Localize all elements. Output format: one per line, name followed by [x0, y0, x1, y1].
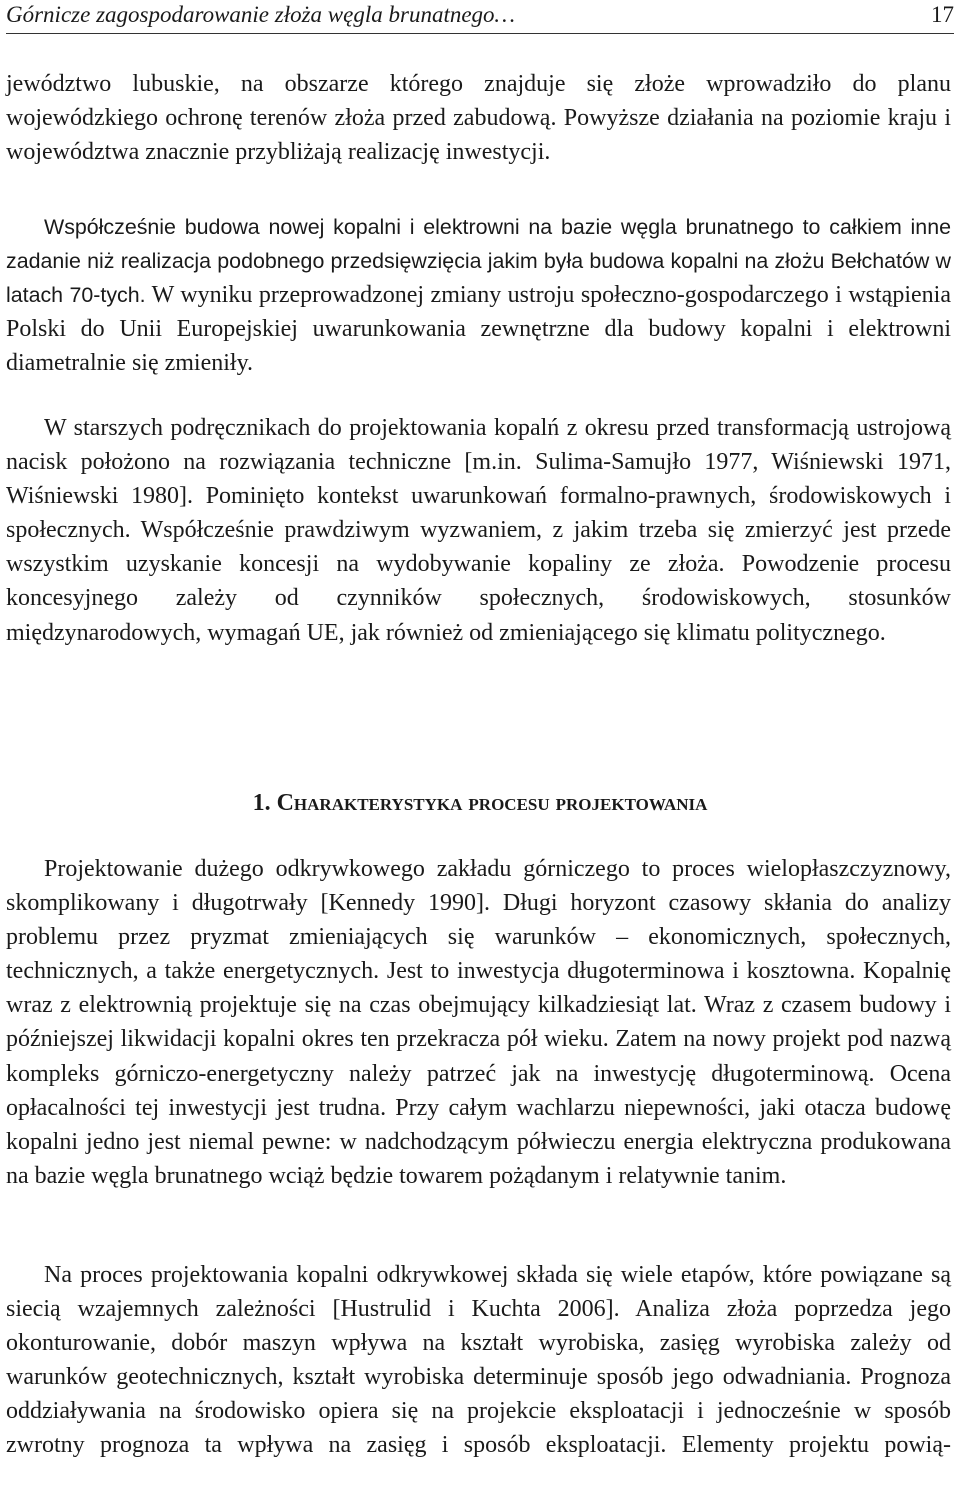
section-heading [0, 786, 960, 820]
page-number: 17 [931, 2, 954, 27]
running-header-title: Górnicze zagospodarowanie złoża węgla brunatnego… [6, 2, 515, 27]
paragraph-design-overview [6, 852, 951, 1193]
paragraph-text: Projektowanie dużego odkrywkowego zakładu górniczego to proces wielopłaszczyznowy, skomplikowany i długotrwały [Kennedy 1990]. Długi horyzont czasowy skłania do analizy problemu przez pryzmat zmieniających się warunków – ekonomicznych, społecznych, technicznych, a także energetycznych. Jest to inwestycja długoterminowa i kosztowna. Kopalnię wraz z elektrownią projektuje się na czas obejmujący kilkadziesiąt lat. Wraz z czasem budowy i późniejszej likwidacji kopalni okres ten przekracza pół wieku. Zatem na nowy projekt pod nazwą kompleks górniczo-energetyczny należy patrzeć jak na inwestycję długoterminową. Ocena opłacalności tej inwestycji jest trudna. Przy całym wachlarzu niepewności, jaki otacza budowę kopalni jedno jest niemal pewne: w nadchodzącym półwieczu energia elektryczna produkowana na bazie węgla brunatnego wciąż będzie towarem pożądanym i relatywnie tanim. [6, 856, 951, 1189]
paragraph-textbooks [6, 411, 951, 650]
paragraph-text: W starszych podręcznikach do projektowania kopalń z okresu przed transformacją ustrojową nacisk położono na rozwiązania techniczne [m.in. Sulima-Samujło 1977, Wiśniewski 1971, Wiśniewski 1980]. Pominięto kontekst uwarunkowań formalno-prawnych, środowiskowych i społecznych. Współcześnie prawdziwym wyzwaniem, z jakim trzeba się zmierzyć jest przede wszystkim uzyskanie koncesji na wydobywanie kopaliny ze złoża. Powodzenie procesu koncesyjnego zależy od czynników społecznych, środowiskowych, stosunków międzynarodowych, wymagań UE, jak również od zmieniającego się klimatu politycznego. [6, 415, 951, 646]
paragraph-continuation [6, 67, 951, 169]
section-title: Charakterystyka procesu projektowania [276, 790, 708, 816]
paragraph-contemporary-mine [6, 210, 951, 380]
paragraph-text: jewództwo lubuskie, na obszarze którego znajduje się złoże wprowadziło do planu wojewódzkiego ochronę terenów złoża przed zabudową. Powyższe działania na poziomie kraju i województwa znacznie przybliżają realizację inwestycji. [6, 71, 951, 166]
section-number: 1. [252, 790, 271, 816]
paragraph-text [6, 210, 951, 380]
running-header [6, 0, 954, 34]
paragraph-text-serif: W wyniku przeprowadzonej zmiany ustroju społeczno-gospodarczego i wstąpienia Polski do Unii Europejskiej uwarunkowania zewnętrzne dla budowy kopalni i elektrowni diametralnie się zmieniły. [6, 282, 951, 377]
paragraph-text: Na proces projektowania kopalni odkrywkowej składa się wiele etapów, które powiązane są siecią wzajemnych zależności [Hustrulid i Kuchta 2006]. Analiza złoża poprzedza jego okonturowanie, dobór maszyn wpływa na kształt wyrobiska, zasięg wyrobiska zależy od warunków geotechnicznych, kształt wyrobiska determinuje sposób jego odwadniania. Prognoza oddziaływania na środowisko opiera się na projekcie eksploatacji i jednocześnie w sposób zwrotny prognoza ta wpływa na zasięg i sposób eksploatacji. Elementy projektu powią- [6, 1262, 951, 1459]
paragraph-design-stages [6, 1258, 951, 1463]
paragraph-text-sans: Współcześnie budowa nowej kopalni i elektrowni na bazie węgla brunatnego to całkiem inne zadanie niż realizacja podobnego przedsięwzięcia jakim była budowa kopalni na złożu Bełchatów w latach 70-tych. [6, 215, 951, 308]
